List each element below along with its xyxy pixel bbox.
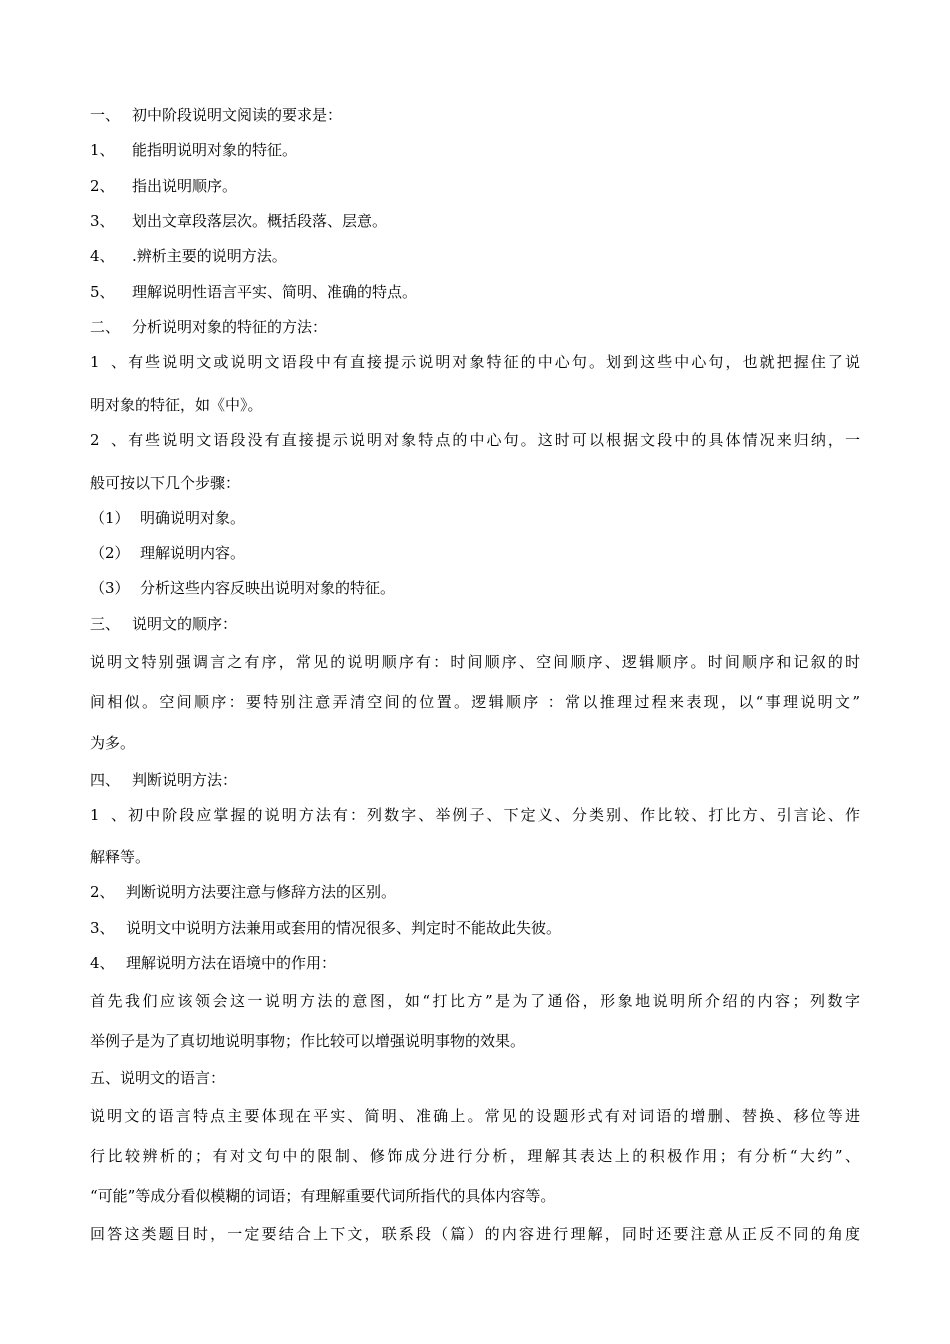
item-text: 有些说明文语段没有直接提示说明对象特点的中心句。这时可以根据文段中的具体情况来归纳，一 (126, 431, 860, 449)
paragraph-line: 行比较辨析的；有对文句中的限制、修饰成分进行分析，理解其表达上的积极作用；有分析“大约”、 (90, 1147, 860, 1165)
section-number: 三、 (90, 615, 121, 633)
list-item (90, 430, 860, 450)
list-item (90, 882, 396, 902)
item-text: 指出说明顺序。 (132, 177, 238, 195)
section-3-heading (90, 614, 237, 634)
paragraph-line: 首先我们应该领会这一说明方法的意图，如“打比方”是为了通俗，形象地说明所介绍的内容；列数字 (90, 992, 860, 1010)
step-number: （1） (90, 509, 130, 527)
step-number: （3） (90, 579, 130, 597)
item-text: 能指明说明对象的特征。 (132, 141, 298, 159)
section-1-heading (90, 105, 342, 125)
step-item (90, 543, 245, 563)
item-number: 1、 (90, 806, 126, 824)
item-continuation: 般可按以下几个步骤： (90, 474, 241, 492)
section-5-heading: 五、说明文的语言： (90, 1069, 226, 1087)
list-item (90, 805, 860, 825)
item-continuation: 明对象的特征，如《中》。 (90, 396, 263, 414)
item-number: 4、 (90, 247, 115, 265)
item-number: 4、 (90, 954, 115, 972)
item-number: 1、 (90, 353, 126, 371)
item-number: 1、 (90, 141, 115, 159)
step-number: （2） (90, 544, 130, 562)
list-item (90, 140, 297, 160)
list-item (90, 282, 417, 302)
section-number: 四、 (90, 771, 121, 789)
section-number: 二、 (90, 318, 121, 336)
paragraph-line: 回答这类题目时，一定要结合上下文，联系段（篇）的内容进行理解，同时还要注意从正反不同的角度 (90, 1225, 860, 1243)
heading-text: 判断说明方法： (132, 771, 238, 789)
item-number: 2、 (90, 431, 126, 449)
item-text: 判断说明方法要注意与修辞方法的区别。 (126, 883, 397, 901)
list-item (90, 246, 287, 266)
item-text: 说明文中说明方法兼用或套用的情况很多、判定时不能故此失彼。 (126, 919, 562, 937)
heading-text: 初中阶段说明文阅读的要求是： (132, 106, 343, 124)
item-continuation: 解释等。 (90, 848, 151, 866)
item-number: 3、 (90, 212, 115, 230)
list-item (90, 211, 387, 231)
paragraph-line: 间相似。空间顺序：要特别注意弄清空间的位置。逻辑顺序 ：常以推理过程来表现，以“事理说明文” (90, 693, 860, 711)
item-text: 有些说明文或说明文语段中有直接提示说明对象特征的中心句。划到这些中心句，也就把握住了说 (126, 353, 860, 371)
section-4-heading (90, 770, 237, 790)
step-text: 理解说明内容。 (140, 544, 246, 562)
paragraph-line: 说明文的语言特点主要体现在平实、简明、准确上。常见的设题形式有对词语的增删、替换、移位等进 (90, 1107, 860, 1125)
item-number: 5、 (90, 283, 115, 301)
heading-text: 说明文的顺序： (132, 615, 238, 633)
item-text: 初中阶段应掌握的说明方法有：列数字、举例子、下定义、分类别、作比较、打比方、引言论、作 (126, 806, 860, 824)
step-text: 明确说明对象。 (140, 509, 246, 527)
step-item (90, 578, 395, 598)
paragraph-line: 为多。 (90, 734, 136, 752)
item-text: 划出文章段落层次。概括段落、层意。 (132, 212, 388, 230)
list-item (90, 918, 561, 938)
item-text: .辨析主要的说明方法。 (132, 247, 287, 265)
item-text: 理解说明方法在语境中的作用： (126, 954, 337, 972)
list-item (90, 176, 237, 196)
item-text: 理解说明性语言平实、简明、准确的特点。 (132, 283, 418, 301)
item-number: 2、 (90, 177, 115, 195)
section-number: 一、 (90, 106, 121, 124)
heading-text: 分析说明对象的特征的方法： (132, 318, 328, 336)
paragraph-line: 举例子是为了真切地说明事物；作比较可以增强说明事物的效果。 (90, 1032, 526, 1050)
step-item (90, 508, 245, 528)
item-number: 2、 (90, 883, 115, 901)
list-item (90, 352, 860, 372)
step-text: 分析这些内容反映出说明对象的特征。 (140, 579, 396, 597)
paragraph-line: 说明文特别强调言之有序，常见的说明顺序有：时间顺序、空间顺序、逻辑顺序。时间顺序和记叙的时 (90, 653, 860, 671)
paragraph-line: “可能”等成分看似模糊的词语；有理解重要代词所指代的具体内容等。 (90, 1187, 556, 1205)
section-2-heading (90, 317, 327, 337)
item-number: 3、 (90, 919, 115, 937)
list-item (90, 953, 336, 973)
